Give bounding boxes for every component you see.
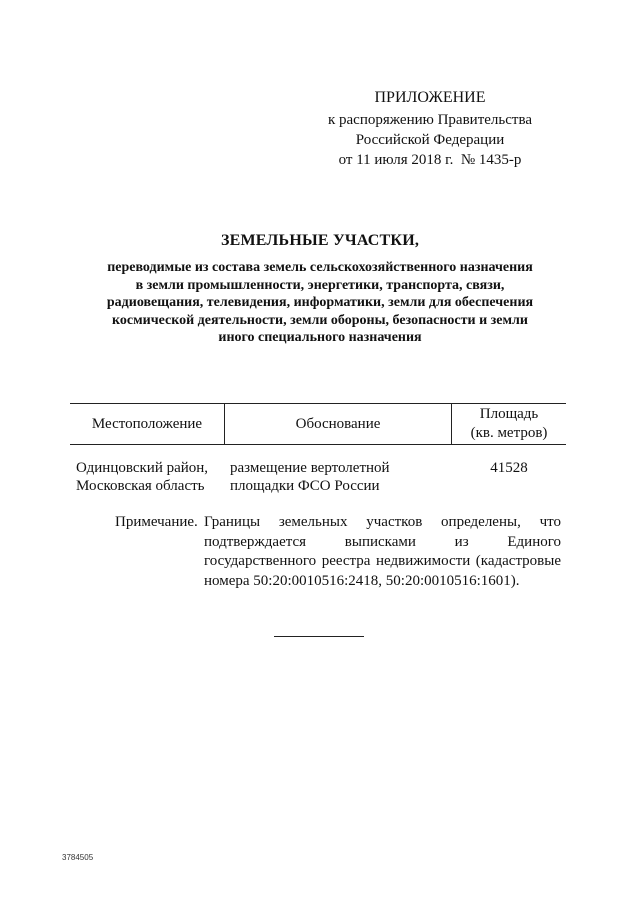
note-text: Границы земельных участков определены, что подтверждается выписками из Единого государственного реестра недвижимости (кадастровые номера 50:20:0010516:2418, 50:20:0010516:1601). xyxy=(204,514,561,589)
document-number: 3784505 xyxy=(62,853,94,862)
subtitle-line: космической деятельности, земли обороны, безопасности и земли xyxy=(112,312,528,328)
row-location-line-2: Московская область xyxy=(76,478,205,494)
appendix-title: ПРИЛОЖЕНИЕ xyxy=(374,89,486,106)
table-header-rule xyxy=(70,444,566,445)
table-top-rule xyxy=(70,403,566,404)
note-label: Примечание. xyxy=(115,514,198,530)
appendix-line-1: к распоряжению Правительства xyxy=(327,112,532,128)
end-divider xyxy=(274,636,364,637)
header-basis: Обоснование xyxy=(295,416,381,432)
document-title: ЗЕМЕЛЬНЫЕ УЧАСТКИ, xyxy=(220,232,420,249)
appendix-line-2: Российской Федерации xyxy=(355,132,505,148)
row-area: 41528 xyxy=(490,460,528,476)
subtitle-line: в земли промышленности, энергетики, транспорта, связи, xyxy=(135,277,505,293)
appendix-line-3: от 11 июля 2018 г. № 1435-р xyxy=(338,152,522,168)
header-area-line-2: (кв. метров) xyxy=(470,425,548,441)
subtitle-line: радиовещания, телевидения, информатики, земли для обеспечения xyxy=(106,295,534,310)
subtitle-line: переводимые из состава земель сельскохозяйственного назначения xyxy=(107,260,533,275)
subtitle-line: иного специального назначения xyxy=(218,330,422,345)
row-basis-line-1: размещение вертолетной xyxy=(230,460,390,476)
header-location: Местоположение xyxy=(91,416,203,432)
appendix-header xyxy=(300,88,560,170)
row-basis-line-2: площадки ФСО России xyxy=(230,478,380,494)
row-location-line-1: Одинцовский район, xyxy=(76,460,209,476)
document-subtitle xyxy=(70,259,570,347)
header-area-line-1: Площадь xyxy=(479,406,539,422)
